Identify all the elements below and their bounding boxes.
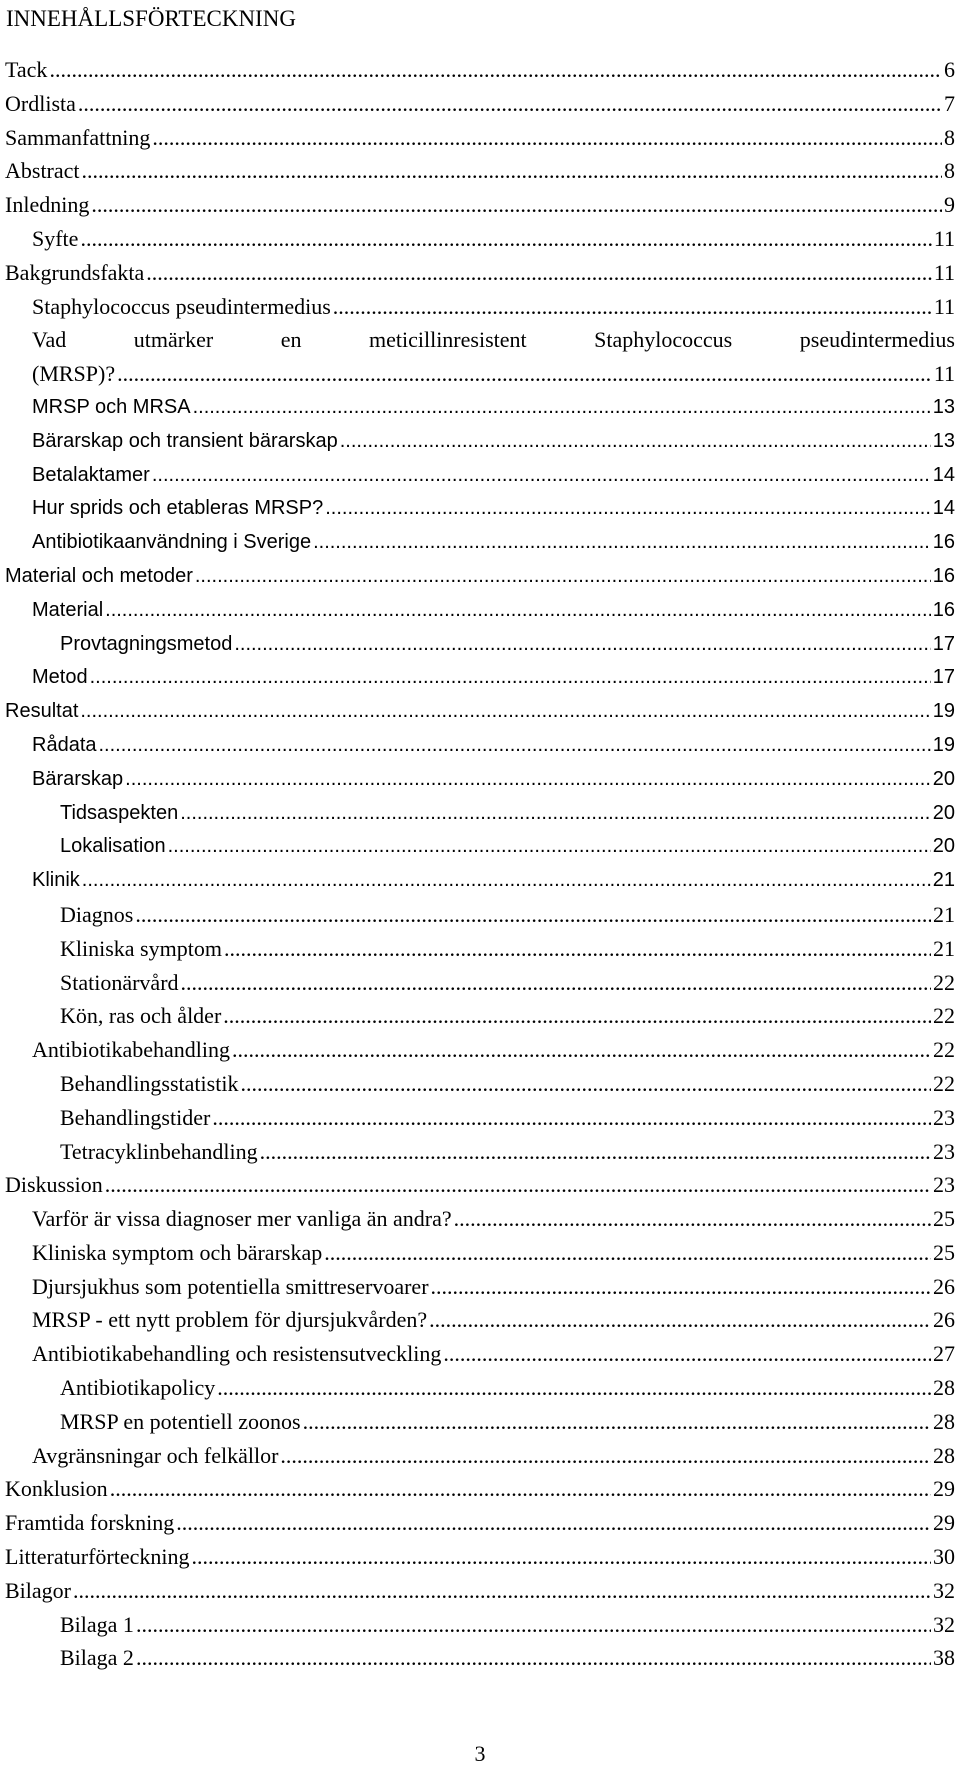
toc-entry[interactable] [5, 323, 955, 357]
dot-leader [181, 966, 931, 1000]
dot-leader [324, 1236, 931, 1270]
dot-leader [168, 830, 931, 864]
toc-entry[interactable] [5, 256, 955, 290]
toc-entry[interactable] [5, 560, 955, 594]
dot-leader [176, 1506, 931, 1540]
toc-entry-page-number: 6 [944, 57, 955, 82]
toc-entry[interactable] [5, 1439, 955, 1473]
toc-entry-title: Varför är vissa diagnoser mer vanliga än andra? [32, 1206, 452, 1232]
toc-entry[interactable] [5, 797, 955, 831]
toc-entry-page-number: 22 [933, 1003, 955, 1029]
toc-entry[interactable] [5, 661, 955, 695]
toc-entry-title: Antibiotikapolicy [60, 1375, 216, 1401]
toc-entry-page-number: 7 [944, 90, 955, 116]
toc-entry-page-number: 17 [932, 632, 955, 655]
toc-entry[interactable] [5, 898, 955, 932]
dot-leader [431, 1270, 931, 1304]
toc-entry-title: Resultat [5, 700, 79, 723]
toc-entry[interactable] [5, 154, 955, 188]
toc-entry[interactable] [5, 864, 955, 898]
dot-leader [99, 729, 931, 763]
dot-leader [91, 188, 942, 222]
toc-entry-title: Rådata [32, 733, 97, 756]
dot-leader [333, 290, 932, 324]
toc-entry-title: Staphylococcus pseudintermedius [32, 293, 331, 319]
toc-entry[interactable] [5, 121, 955, 155]
toc-entry[interactable] [5, 53, 955, 87]
dot-leader [212, 1101, 931, 1135]
toc-entry-title-word: meticillinresistent [368, 327, 527, 353]
dot-leader [78, 87, 942, 121]
toc-entry-page-number: 26 [933, 1307, 955, 1333]
toc-entry[interactable] [5, 290, 955, 324]
dot-leader [303, 1405, 931, 1439]
toc-entry-title: Litteraturförteckning [5, 1544, 190, 1570]
toc-entry-title: Antibiotikabehandling och resistensutveckling [32, 1341, 442, 1367]
toc-entry-title: Bakgrundsfakta [5, 259, 145, 285]
toc-entry-title: Konklusion [5, 1476, 108, 1502]
toc-entry-title: Hur sprids och etableras MRSP? [32, 497, 324, 520]
dot-leader [136, 1641, 931, 1675]
dot-leader [223, 999, 931, 1033]
toc-entry-title: MRSP en potentiell zoonos [60, 1408, 301, 1434]
toc-entry[interactable] [5, 999, 955, 1033]
toc-entry-page-number: 11 [933, 361, 955, 387]
toc-entry-title: Bärarskap [32, 767, 124, 790]
toc-entry[interactable] [5, 1506, 955, 1540]
toc-entry-page-number: 16 [932, 598, 955, 621]
toc-entry[interactable] [5, 1540, 955, 1574]
dot-leader [90, 661, 931, 695]
toc-entry-title: Framtida forskning [5, 1510, 175, 1536]
toc-entry-title: Tidsaspekten [60, 801, 179, 824]
toc-entry-page-number: 8 [944, 158, 955, 184]
toc-entry-title: Provtagningsmetod [60, 632, 233, 655]
toc-entry-title: Bärarskap och transient bärarskap [32, 429, 338, 452]
toc-entry-page-number: 17 [932, 666, 955, 689]
toc-entry[interactable] [5, 1168, 955, 1202]
dot-leader [146, 256, 932, 290]
toc-entry-page-number: 27 [933, 1341, 955, 1367]
toc-entry-title: Ordlista [5, 90, 76, 116]
toc-entry-title: Bilaga 1 [60, 1611, 134, 1637]
toc-entry-title: Klinik [32, 869, 80, 892]
toc-entry-title: Djursjukhus som potentiella smittreservoarer [32, 1273, 429, 1299]
toc-entry-page-number: 19 [932, 733, 955, 756]
dot-leader [117, 357, 932, 391]
dot-leader [105, 594, 931, 628]
dot-leader [125, 763, 931, 797]
toc-entry-title: Kliniska symptom [60, 935, 222, 961]
toc-entry-page-number: 16 [932, 531, 955, 554]
toc-entry-title: Bilagor [5, 1577, 71, 1603]
toc-entry-page-number: 19 [932, 700, 955, 723]
dot-leader [136, 1608, 931, 1642]
dot-leader [313, 526, 931, 560]
dot-leader [234, 628, 930, 662]
toc-entry-page-number: 16 [932, 564, 955, 587]
toc-entry[interactable] [5, 594, 955, 628]
toc-entry-page-number: 23 [933, 1104, 955, 1130]
toc-entry[interactable] [5, 763, 955, 797]
toc-entry-page-number: 13 [932, 429, 955, 452]
dot-leader [224, 932, 931, 966]
toc-entry[interactable] [5, 628, 955, 662]
toc-entry-page-number: 11 [933, 293, 955, 319]
toc-entry-page-number: 26 [933, 1273, 955, 1299]
toc-entry-page-number: 20 [932, 801, 955, 824]
toc-entry[interactable] [5, 966, 955, 1000]
toc-entry[interactable] [5, 1574, 955, 1608]
toc-entry[interactable] [5, 1101, 955, 1135]
toc-entry-page-number: 30 [933, 1544, 955, 1570]
dot-leader [260, 1135, 931, 1169]
toc-entry-page-number: 29 [933, 1510, 955, 1536]
toc-entry[interactable] [5, 932, 955, 966]
toc-entry-title-word: en [280, 327, 302, 353]
dot-leader [105, 1168, 931, 1202]
toc-entry-title: (MRSP)? [32, 361, 116, 387]
toc-entry-title: Tack [5, 57, 48, 82]
toc-entry[interactable] [5, 526, 955, 560]
toc-entry[interactable] [5, 1472, 955, 1506]
toc-entry-title: Lokalisation [60, 835, 166, 858]
toc-entry[interactable] [5, 695, 955, 729]
toc-entry-page-number: 23 [933, 1138, 955, 1164]
dot-leader [49, 53, 942, 87]
toc-entry-page-number: 14 [932, 497, 955, 520]
toc-entry-title: Diskussion [5, 1172, 103, 1198]
dot-leader [193, 391, 931, 425]
toc-entry-page-number: 22 [933, 969, 955, 995]
toc-entry-page-number: 32 [933, 1611, 955, 1637]
page-number: 3 [474, 1741, 486, 1766]
toc-entry-title: Bilaga 2 [60, 1645, 134, 1671]
toc-entry-page-number: 22 [933, 1070, 955, 1096]
toc-entry-title-word: utmärker [133, 327, 214, 353]
toc-entry-title: Syfte [32, 225, 79, 251]
toc-entry-page-number: 28 [933, 1375, 955, 1401]
dot-leader [82, 154, 942, 188]
toc-entry-title: Betalaktamer [32, 463, 150, 486]
dot-leader [82, 864, 931, 898]
toc-entry-page-number: 21 [933, 901, 955, 927]
toc-entry[interactable] [5, 1033, 955, 1067]
toc-entry[interactable] [5, 729, 955, 763]
dot-leader [73, 1574, 931, 1608]
toc-entry[interactable] [5, 1236, 955, 1270]
toc-entry-title: Tetracyklinbehandling [60, 1138, 258, 1164]
toc-entry[interactable] [5, 1202, 955, 1236]
toc-entry-page-number: 21 [933, 935, 955, 961]
toc-entry-page-number: 13 [932, 395, 955, 418]
toc-entry-page-number: 21 [932, 869, 955, 892]
page-title: INNEHÅLLSFÖRTECKNING [6, 6, 296, 31]
dot-leader [110, 1472, 931, 1506]
toc-entry[interactable] [5, 188, 955, 222]
toc-entry-page-number: 28 [933, 1442, 955, 1468]
toc-entry-title: Sammanfattning [5, 124, 151, 150]
dot-leader [232, 1033, 931, 1067]
dot-leader [280, 1439, 931, 1473]
toc-entry[interactable] [5, 1270, 955, 1304]
toc-entry-title: MRSP - ett nytt problem för djursjukvården? [32, 1307, 428, 1333]
dot-leader [217, 1371, 931, 1405]
dot-leader [240, 1067, 931, 1101]
toc-entry[interactable] [5, 87, 955, 121]
toc-entry-title: Abstract [5, 158, 80, 184]
toc-entry-title: Material [32, 598, 104, 621]
toc-entry-title: Avgränsningar och felkällor [32, 1442, 279, 1468]
toc-entry-title: Behandlingsstatistik [60, 1070, 239, 1096]
dot-leader [325, 492, 931, 526]
toc-entry-title: Behandlingstider [60, 1104, 211, 1130]
toc-entry[interactable] [5, 391, 955, 425]
toc-entry-title: Stationärvård [60, 969, 179, 995]
toc-entry-title: Material och metoder [5, 564, 193, 587]
toc-entry[interactable] [5, 492, 955, 526]
dot-leader [152, 459, 931, 493]
toc-entry-title-word: Vad [32, 327, 67, 353]
toc-entry-page-number: 20 [932, 835, 955, 858]
toc-entry-page-number: 9 [944, 192, 955, 218]
dot-leader [454, 1202, 931, 1236]
toc-entry-page-number: 20 [932, 767, 955, 790]
dot-leader [191, 1540, 931, 1574]
dot-leader [80, 222, 931, 256]
toc-entry-title: Kliniska symptom och bärarskap [32, 1239, 323, 1265]
toc-entry-title: Diagnos [60, 901, 134, 927]
dot-leader [443, 1337, 931, 1371]
toc-entry[interactable] [5, 1067, 955, 1101]
toc-entry[interactable] [5, 425, 955, 459]
toc-entry-page-number: 29 [933, 1476, 955, 1502]
toc-entry[interactable] [5, 1337, 955, 1371]
toc-entry-page-number: 8 [944, 124, 955, 150]
toc-entry[interactable] [5, 830, 955, 864]
toc-entry-page-number: 28 [933, 1408, 955, 1434]
toc-entry-page-number: 14 [932, 463, 955, 486]
toc-entry-title: Antibiotikaanvändning i Sverige [32, 531, 312, 554]
toc-entry-page-number: 32 [933, 1577, 955, 1603]
toc-entry-page-number: 38 [933, 1645, 955, 1671]
toc-entry[interactable] [5, 222, 955, 256]
toc-entry[interactable] [5, 1405, 955, 1439]
toc-entry-page-number: 11 [933, 225, 955, 251]
toc-entry-page-number: 11 [933, 259, 955, 285]
toc-entry-page-number: 25 [933, 1239, 955, 1265]
toc-entry-page-number: 23 [933, 1172, 955, 1198]
toc-entry-title-word: pseudintermedius [799, 327, 955, 353]
dot-leader [429, 1303, 931, 1337]
toc-entry[interactable] [5, 1135, 955, 1169]
dot-leader [135, 898, 931, 932]
toc-entry-title: Antibiotikabehandling [32, 1037, 230, 1063]
toc-entry[interactable] [5, 1371, 955, 1405]
toc-entry[interactable] [5, 357, 955, 391]
toc-entry[interactable] [5, 1641, 955, 1675]
toc-entry-page-number: 25 [933, 1206, 955, 1232]
dot-leader [152, 121, 942, 155]
table-of-contents [5, 53, 955, 1675]
dot-leader [195, 560, 931, 594]
toc-entry[interactable] [5, 459, 955, 493]
toc-entry-title-word: Staphylococcus [594, 327, 733, 353]
toc-entry[interactable] [5, 1608, 955, 1642]
toc-entry-page-number: 22 [933, 1037, 955, 1063]
toc-entry[interactable] [5, 1303, 955, 1337]
toc-entry-title: MRSP och MRSA [32, 395, 191, 418]
toc-entry-title: Metod [32, 666, 88, 689]
toc-entry-title: Kön, ras och ålder [60, 1003, 222, 1029]
dot-leader [80, 695, 930, 729]
toc-entry-title: Inledning [5, 192, 90, 218]
dot-leader [340, 425, 931, 459]
dot-leader [180, 797, 931, 831]
